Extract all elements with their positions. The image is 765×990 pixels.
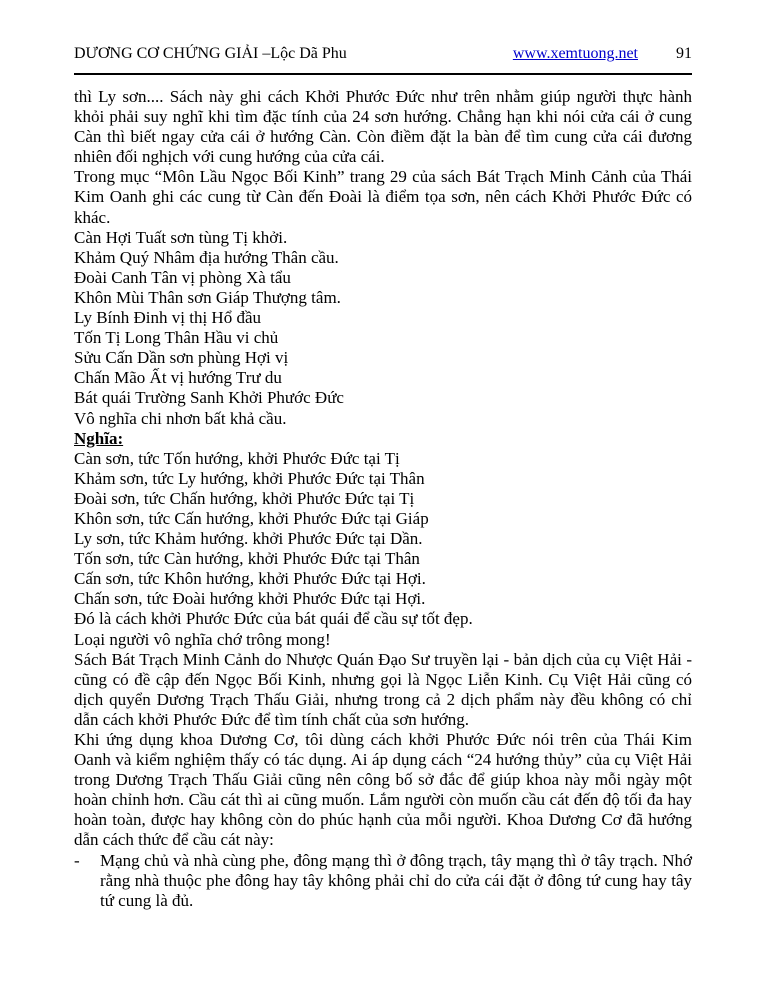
- verse-line: Càn Hợi Tuất sơn tùng Tị khởi.: [74, 227, 288, 247]
- verse-line: Khảm Quý Nhâm địa hướng Thân cầu.: [74, 247, 339, 267]
- meaning-line: Càn sơn, tức Tốn hướng, khởi Phước Đức tại Tị: [74, 448, 400, 468]
- verse-line: Vô nghĩa chi nhơn bất khả cầu.: [74, 408, 287, 428]
- meaning-line: Tốn sơn, tức Càn hướng, khởi Phước Đức tại Thân: [74, 549, 420, 569]
- paragraph-1: thì Ly sơn.... Sách này ghi cách Khởi Phước Đức như trên nhằm giúp người thực hành khỏi phải suy nghĩ khi tìm đặc tính của 24 sơn hướng. Chẳng hạn khi nói cửa cái ở cung Càn thì biết ngay cửa cái ở hướng Càn. Còn điềm đặt la bàn để tìm cung cửa cái đương nhiên đối nghịch với cung hướng của cửa cái.: [74, 87, 692, 167]
- website-link[interactable]: www.xemtuong.net: [512, 45, 638, 62]
- nghia-heading: Nghĩa:: [74, 428, 124, 448]
- meanings-block: [74, 449, 692, 650]
- meaning-line: Chấn sơn, tức Đoài hướng khởi Phước Đức tại Hợi.: [74, 589, 426, 609]
- page-content: [74, 87, 692, 911]
- meaning-line: Khảm sơn, tức Ly hướng, khởi Phước Đức tại Thân: [74, 468, 425, 488]
- verse-line: Ly Bính Đinh vị thị Hổ đầu: [74, 308, 261, 328]
- verse-line: Chấn Mão Ất vị hướng Trư du: [74, 368, 282, 388]
- paragraph-4: Khi ứng dụng khoa Dương Cơ, tôi dùng cách khởi Phước Đức nói trên của Thái Kim Oanh và kiểm nghiệm thấy có tác dụng. Ai áp dụng cách “24 hướng thủy” của cụ Việt Hải trong Dương Trạch Thấu Giải cũng nên công bố sở đắc để giúp khoa này mỗi ngày một hoàn chỉnh hơn. Cầu cát thì ai cũng muốn. Lắm người còn muốn cầu cát đến độ tối đa hay hoàn toàn, được hay không còn do phúc hạnh của mỗi người. Khoa Dương Cơ đã hướng dẫn cách thức để cầu cát này:: [74, 730, 692, 850]
- page-number: 91: [676, 45, 692, 62]
- header-divider: [74, 73, 692, 75]
- bullet-marker: -: [74, 850, 80, 870]
- meaning-line: Cấn sơn, tức Khôn hướng, khởi Phước Đức tại Hợi.: [74, 569, 426, 589]
- verse-block: [74, 228, 692, 429]
- meaning-line: Loại người vô nghĩa chớ trông mong!: [74, 629, 331, 649]
- meaning-line: Đoài sơn, tức Chấn hướng, khởi Phước Đức tại Tị: [74, 488, 415, 508]
- bullet-item: [74, 851, 692, 911]
- verse-line: Đoài Canh Tân vị phòng Xà tẩu: [74, 267, 291, 287]
- paragraph-3: Sách Bát Trạch Minh Cảnh do Nhược Quán Đạo Sư truyền lại - bản dịch của cụ Việt Hải - cũng có đề cập đến Ngọc Bối Kinh, nhưng gọi là Ngọc Liễn Kinh. Cụ Việt Hải cũng có dịch quyển Dương Trạch Thấu Giải, nhưng trong cả 2 dịch phẩm này đều không có chỉ dẫn cách khởi Phước Đức để tìm tính chất của sơn hướng.: [74, 649, 692, 729]
- verse-line: Khôn Mùi Thân sơn Giáp Thượng tâm.: [74, 287, 341, 307]
- page-header: [74, 44, 692, 64]
- verse-line: Bát quái Trường Sanh Khởi Phước Đức: [74, 388, 344, 408]
- meaning-line: Đó là cách khởi Phước Đức của bát quái để cầu sự tốt đẹp.: [74, 609, 473, 629]
- verse-line: Sửu Cấn Dần sơn phùng Hợi vị: [74, 348, 289, 368]
- verse-line: Tốn Tị Long Thân Hầu vi chủ: [74, 328, 279, 348]
- paragraph-2: Trong mục “Môn Lầu Ngọc Bối Kinh” trang 29 của sách Bát Trạch Minh Cảnh của Thái Kim Oanh ghi các cung từ Càn đến Đoài là điểm tọa sơn, nên cách Khởi Phước Đức có khác.: [74, 167, 692, 227]
- document-title: DƯƠNG CƠ CHỨNG GIẢI –Lộc Dã Phu: [74, 45, 347, 62]
- meaning-line: Ly sơn, tức Khảm hướng. khởi Phước Đức tại Dần.: [74, 529, 423, 549]
- meaning-line: Khôn sơn, tức Cấn hướng, khởi Phước Đức tại Giáp: [74, 508, 429, 528]
- bullet-text: Mạng chủ và nhà cùng phe, đông mạng thì ở đông trạch, tây mạng thì ở tây trạch. Nhớ rằng nhà thuộc phe đông hay tây không phải chỉ do cửa cái đặt ở đông tứ cung hay tây tứ cung là đủ.: [100, 850, 692, 910]
